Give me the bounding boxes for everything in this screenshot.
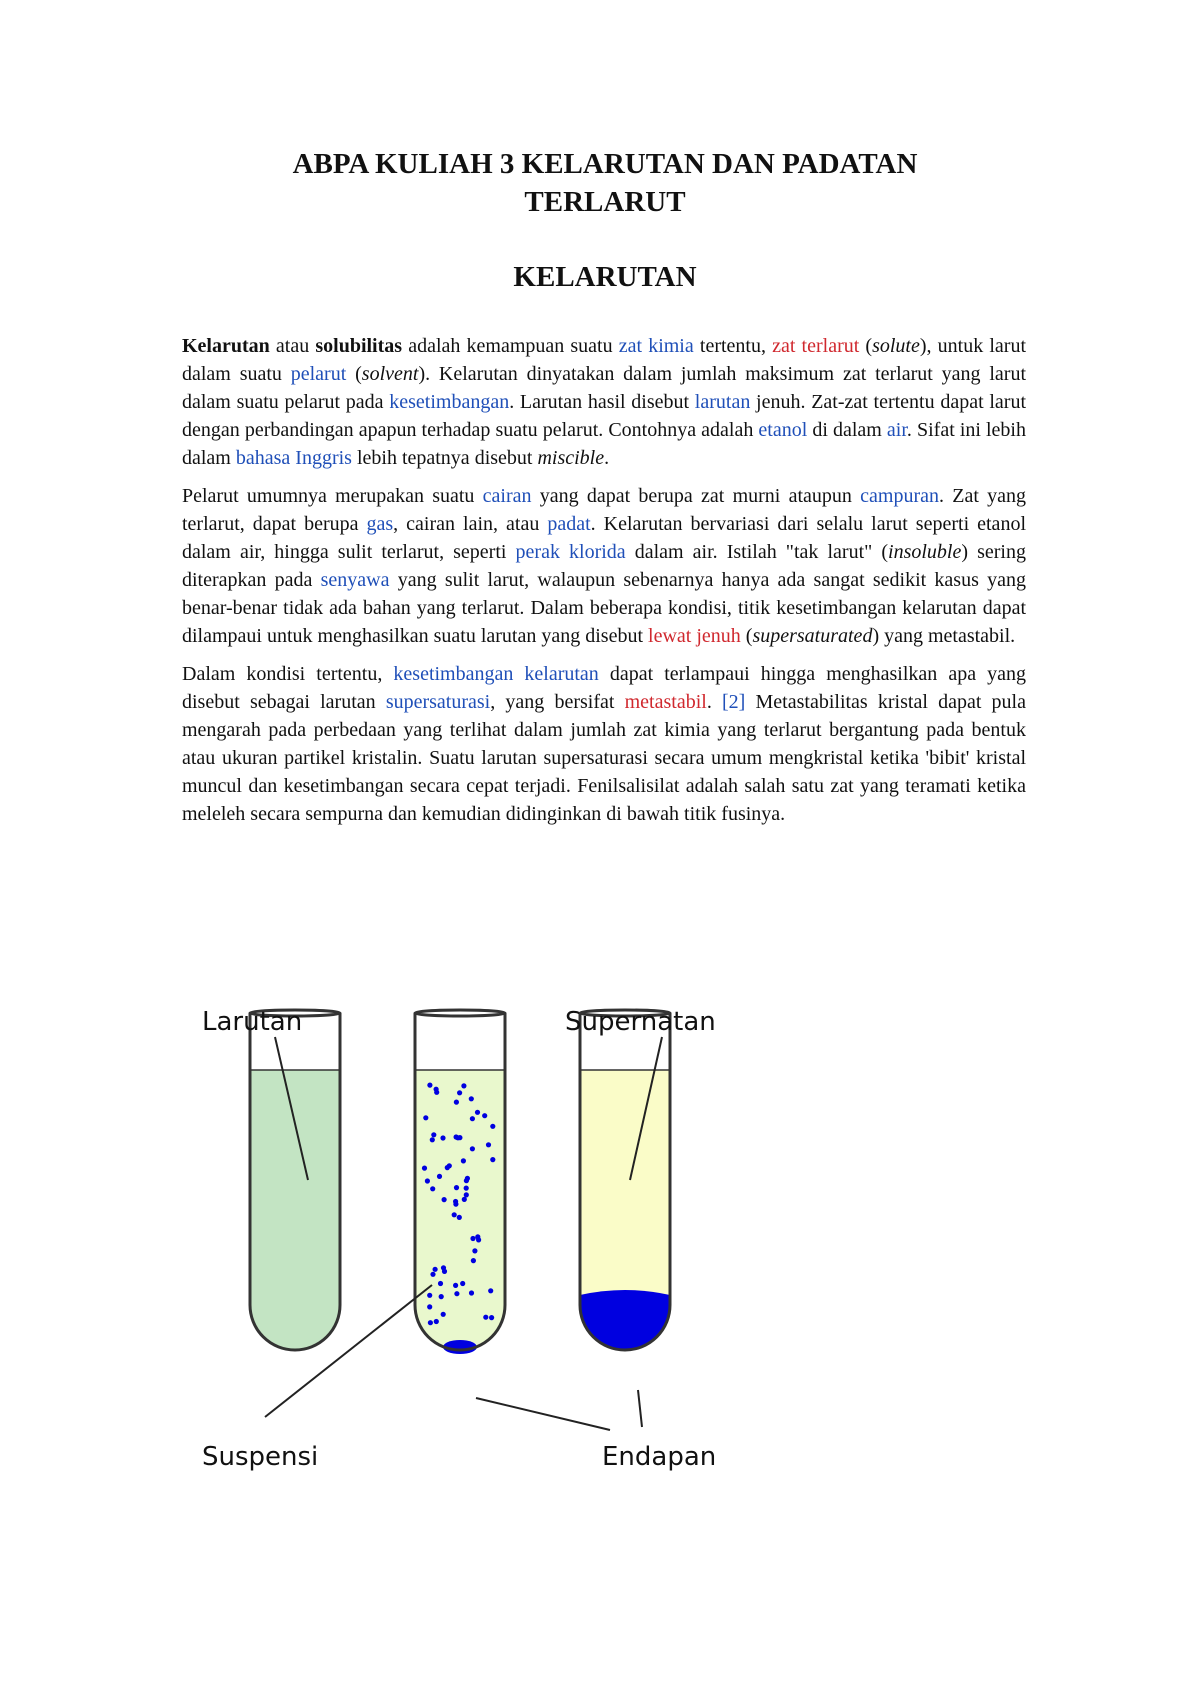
text: dapat terlampaui hingga menghasilkan apa yang disebut sebagai larutan	[182, 663, 1026, 713]
particle-dot	[434, 1319, 439, 1324]
particle-dot	[452, 1212, 457, 1217]
label-supernatan: Supernatan	[565, 1007, 716, 1037]
particle-dot	[461, 1083, 466, 1088]
text: Dalam kondisi tertentu,	[182, 663, 394, 685]
text: yang sulit larut, walaupun sebenarnya hanya ada sangat sedikit kasus yang benar-benar tidak ada bahan yang terlarut. Dalam beberapa kondisi, titik kesetimbangan kelarutan dapat dilampaui untuk menghasilkan suatu larutan yang disebut	[182, 569, 1026, 647]
link-bahasa-inggris[interactable]: bahasa Inggris	[235, 447, 352, 469]
text: tertentu,	[693, 335, 773, 357]
particle-dot	[469, 1096, 474, 1101]
pointer-endapan-2	[638, 1390, 642, 1427]
particle-dot	[423, 1115, 428, 1120]
particle-dot	[439, 1294, 444, 1299]
text: (	[859, 335, 873, 357]
link-padat[interactable]: padat	[547, 513, 591, 535]
link-supersaturasi[interactable]: supersaturasi	[385, 691, 491, 713]
text: adalah kemampuan suatu	[402, 335, 619, 357]
tube-suspensi	[415, 1010, 505, 1354]
particle-dot	[482, 1113, 487, 1118]
particle-dot	[453, 1199, 458, 1204]
text: di dalam	[807, 419, 887, 441]
particle-dot	[461, 1158, 466, 1163]
particle-dot	[457, 1215, 462, 1220]
link-air[interactable]: air	[886, 419, 907, 441]
link-larutan[interactable]: larutan	[694, 391, 751, 413]
text: lebih tepatnya disebut	[351, 447, 538, 469]
text: yang dapat berupa zat murni ataupun	[531, 485, 861, 507]
term-miscible: miscible	[537, 447, 605, 469]
text: Metastabilitas kristal dapat pula mengarah pada perbedaan yang terlihat dalam jumlah zat kimia yang terlarut bergantung pada bentuk atau ukuran partikel kristalin. Suatu larutan supersaturasi secara umum mengkristal ketika 'bibit' kristal muncul dan kesetimbangan secara cepat terjadi. Fenilsalisilat adalah salah satu zat yang teramati ketika meleleh secara sempurna dan kemudian didinginkan di bawah titik fusinya.	[182, 691, 1026, 825]
label-suspensi: Suspensi	[202, 1442, 319, 1472]
link-lewat-jenuh[interactable]: lewat jenuh	[648, 625, 741, 647]
particle-dot	[490, 1124, 495, 1129]
text: atau	[269, 335, 316, 357]
test-tube-figure	[180, 985, 740, 1475]
label-larutan: Larutan	[202, 1007, 303, 1037]
particle-dot	[490, 1157, 495, 1162]
particle-dot	[454, 1185, 459, 1190]
link-perak-klorida[interactable]: perak klorida	[515, 541, 626, 563]
paragraph-2	[182, 482, 1026, 650]
particle-dot	[471, 1258, 476, 1263]
particle-dot	[428, 1320, 433, 1325]
text: .	[604, 447, 610, 469]
particle-dot	[464, 1192, 469, 1197]
title-line-2: TERLARUT	[524, 186, 686, 218]
section-heading: KELARUTAN	[513, 261, 697, 293]
particle-dot	[454, 1100, 459, 1105]
particle-dot	[430, 1137, 435, 1142]
link-zat-kimia[interactable]: zat kimia	[618, 335, 694, 357]
particle-dot	[433, 1267, 438, 1272]
particle-dot	[475, 1234, 480, 1239]
particle-dot	[475, 1110, 480, 1115]
particle-dot	[462, 1197, 467, 1202]
particle-dot	[441, 1312, 446, 1317]
particle-dot	[470, 1146, 475, 1151]
particle-dot	[427, 1083, 432, 1088]
particle-dot	[455, 1135, 460, 1140]
particle-dot	[489, 1315, 494, 1320]
particle-dot	[470, 1116, 475, 1121]
link-zat-terlarut[interactable]: zat terlarut	[772, 335, 860, 357]
term-kelarutan: Kelarutan	[182, 335, 270, 357]
term-solvent: solvent	[361, 363, 419, 385]
text: , yang bersifat	[490, 691, 625, 713]
text: (	[740, 625, 753, 647]
tube-suspensi-rim	[415, 1010, 505, 1016]
document-title	[180, 145, 1030, 221]
particle-dot	[440, 1135, 445, 1140]
link-reference-2[interactable]: [2]	[722, 691, 746, 713]
link-gas[interactable]: gas	[366, 513, 394, 535]
particle-dot	[470, 1236, 475, 1241]
text: ). Kelarutan dinyatakan dalam jumlah maksimum zat terlarut yang larut dalam suatu pelarut pada	[182, 363, 1027, 413]
particle-dot	[430, 1272, 435, 1277]
link-senyawa[interactable]: senyawa	[320, 569, 390, 591]
particle-dot	[422, 1166, 427, 1171]
text: ) sering diterapkan pada	[182, 541, 1026, 591]
particle-dot	[427, 1293, 432, 1298]
particle-dot	[445, 1165, 450, 1170]
text: (	[346, 363, 362, 385]
particle-dot	[431, 1132, 436, 1137]
link-campuran[interactable]: campuran	[860, 485, 939, 507]
title-line-1: ABPA KULIAH 3 KELARUTAN DAN PADATAN	[292, 148, 918, 180]
particle-dot	[425, 1178, 430, 1183]
particle-dot	[427, 1304, 432, 1309]
term-insoluble: insoluble	[888, 541, 962, 563]
paragraph-1	[182, 332, 1026, 472]
tube-supernatan-precipitate	[580, 1290, 670, 1350]
text: ) yang metastabil.	[872, 625, 1016, 647]
particle-dot	[441, 1265, 446, 1270]
particle-dot	[460, 1281, 465, 1286]
label-endapan: Endapan	[602, 1442, 717, 1472]
particle-dot	[472, 1248, 477, 1253]
tube-larutan-liquid	[250, 1070, 340, 1350]
particle-dot	[453, 1283, 458, 1288]
term-solubilitas: solubilitas	[315, 335, 403, 357]
text: . Zat yang terlarut, dapat berupa	[182, 485, 1026, 535]
link-cairan[interactable]: cairan	[482, 485, 532, 507]
particle-dot	[434, 1087, 439, 1092]
tube-larutan	[250, 1010, 340, 1350]
document-body	[182, 332, 1026, 838]
term-supersaturated: supersaturated	[752, 625, 873, 647]
link-kesetimbangan-kelarutan[interactable]: kesetimbangan kelarutan	[393, 663, 599, 685]
particle-dot	[469, 1290, 474, 1295]
particle-dot	[437, 1174, 442, 1179]
particle-dot	[465, 1176, 470, 1181]
text: . Kelarutan bervariasi dari selalu larut seperti etanol dalam air, hingga sulit terlarut, seperti	[182, 513, 1026, 563]
link-kesetimbangan[interactable]: kesetimbangan	[389, 391, 510, 413]
link-etanol[interactable]: etanol	[758, 419, 808, 441]
particle-dot	[454, 1291, 459, 1296]
particle-dot	[457, 1090, 462, 1095]
link-metastabil[interactable]: metastabil	[624, 691, 707, 713]
text: Pelarut umumnya merupakan suatu	[182, 485, 483, 507]
text: . Larutan hasil disebut	[509, 391, 695, 413]
particle-dot	[486, 1142, 491, 1147]
text: .	[706, 691, 723, 713]
pointer-endapan-1	[476, 1398, 610, 1430]
particle-dot	[430, 1186, 435, 1191]
particle-dot	[464, 1186, 469, 1191]
text: ), untuk larut dalam suatu	[182, 335, 1027, 385]
text: dalam air. Istilah "tak larut" (	[625, 541, 889, 563]
particle-dot	[438, 1281, 443, 1286]
text: . Sifat ini lebih dalam	[182, 419, 1026, 469]
particle-dot	[488, 1288, 493, 1293]
paragraph-3	[182, 660, 1026, 828]
term-solute: solute	[872, 335, 920, 357]
particle-dot	[442, 1197, 447, 1202]
particle-dot	[483, 1315, 488, 1320]
text: jenuh. Zat-zat tertentu dapat larut dengan perbandingan apapun terhadap suatu pelarut. Contohnya adalah	[182, 391, 1026, 441]
link-pelarut[interactable]: pelarut	[290, 363, 347, 385]
text: , cairan lain, atau	[393, 513, 548, 535]
